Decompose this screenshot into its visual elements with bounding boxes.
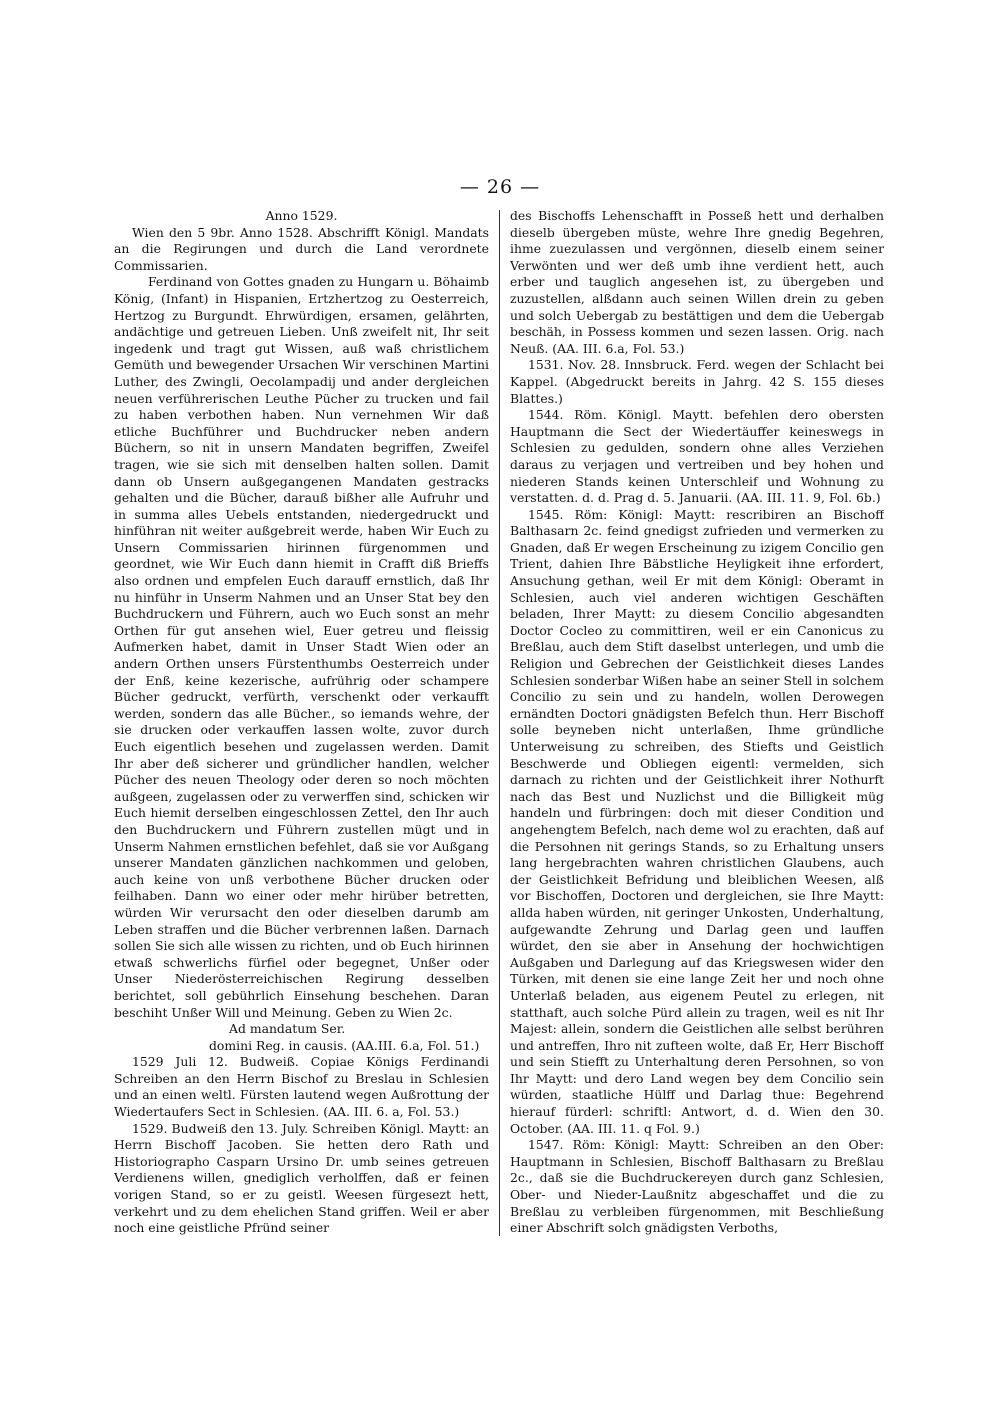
column-divider — [499, 210, 500, 1236]
right-column — [510, 208, 884, 1243]
left-column — [114, 208, 489, 1243]
entry-1529-july-12: 1529 Juli 12. Budweiß. Copiae Königs Ferdinandi Schreiben an den Herrn Bischof zu Breslau in Schlesien und an einen weltl. Fürsten lautend wegen Außrottung der Wiedertaufers Sect in Schlesien. (AA. III. 6. a, Fol. 53.) — [114, 1054, 489, 1120]
entry-1531: 1531. Nov. 28. Innsbruck. Ferd. wegen der Schlacht bei Kappel. (Abgedruckt bereits in Jahrg. 42 S. 155 dieses Blattes.) — [510, 357, 884, 406]
entry-1545: 1545. Röm: Königl: Maytt: rescribiren an Bischoff Balthasarn 2c. feind gnedigst zufrieden und vermerken zu Gnaden, daß Er wegen Erscheinung zu izigem Concilio gen Trient, dahien Ihre Bäbstliche Heyligkeit ihne erfordert, Ansuchung gethan, weil Er mit dem Königl: Oberamt in Schlesien, auch viel anderen wichtigen Geschäften beladen, Ihrer Maytt: zu diesem Concilio abgesandten Doctor Cocleo zu committiren, weil er ein Canonicus zu Breßlau, auch dem Stift daselbst unterlegen, und umb die Religion und Gebrechen der Geistlichkeit dieses Landes Schlesien sonderbar Wißen habe an seiner Stell in solchem Concilio zu sein und zu handeln, wollen Derowegen ernändten Doctori gnädigsten Befelch thun. Herr Bischoff solle beyneben nicht unterlaßen, Ihme gründliche Unterweisung zu schreiben, des Stiefts und Geistlich Beschwerde und Obliegen eigentl: vermelden, sich darnach zu richten und der Geistlichkeit ihrer Nothurft nach das Best und Nuzlichst und die Billigkeit müg handeln und fürbringen: doch mit dieser Condition und angehengtem Befelch, nach deme wol zu erachten, daß auf die Persohnen nit gerings Stands, so zu Erhaltung unsers lang hergebrachten wahren christlichen Glaubens, auch der Geistlichkeit Befridung und bleiblichen Weesen, alß vor Bischoffen, Doctoren und dergleichen, sie Ihre Maytt: allda haben würden, nit geringer Unkosten, Underhaltung, aufgewandte Zehrung und Darlag geen und lauffen würdet, den sie aber in Ansehung der hochwichtigen Außgaben und Darlegung auf das Kriegswesen wider den Türken, mit denen sie eine lange Zeit her und noch ohne Unterlaß beladen, aus eigenem Peutel zu erlegen, nit statthaft, auch solche Pürd allein zu tragen, weil es nit Ihr Majest: allein, sondern die Geistlichen alle selbst berühren und antreffen, Ihro nit zufteen wolte, daß Er, Herr Bischoff und sein Stiefft zu Unterhaltung deren Persohnen, so von Ihr Maytt: und dero Land wegen bey dem Concilio sein würden, staatliche Hülff und Darlag thue: Begehrend hierauf fürderl: schriftl: Antwort, d. d. Wien den 30. October. (AA. III. 11. q Fol. 9.) — [510, 506, 884, 1136]
mandate-signoff: Ad mandatum Ser. — [229, 1021, 346, 1037]
year-heading: Anno 1529. — [265, 208, 338, 223]
entry-vienna-1528: Wien den 5 9br. Anno 1528. Abschrifft Königl. Mandats an die Regirungen und durch die Land verordnete Commissarien. — [114, 224, 489, 273]
entry-1544: 1544. Röm. Königl. Maytt. befehlen dero obersten Hauptmann die Sect der Wiedertäuffer keineswegs in Schlesien zu gedulden, sondern ohne alles Verziehen daraus zu verjagen und vertreiben und bey hohen und niederen Stands keinen Unterschleif und Wohnung zu verstatten. d. d. Prag d. 5. Januarii. (AA. III. 11. 9, Fol. 6b.) — [510, 407, 884, 506]
entry-1547: 1547. Röm: Königl: Maytt: Schreiben an den Ober: Hauptmann in Schlesien, Bischoff Balthasarn zu Breßlau 2c., daß sie die Buchdruckereyen durch ganz Schlesien, Ober- und Nieder-Laußnitz abgeschaffet und die zu Breßlau zu verbleiben fürgenommen, mit Beschließung einer Abschrift solch gnädigsten Verboths, — [510, 1137, 884, 1236]
mandate-reference: domini Reg. in causis. (AA.III. 6.a, Fol. 51.) — [209, 1037, 480, 1053]
page-number: — 26 — — [459, 176, 541, 198]
entry-1529-july-13: 1529. Budweiß den 13. July. Schreiben Königl. Maytt: an Herrn Bischoff Jacoben. Sie hetten dero Rath und Historiographo Casparn Ursino Dr. umb seines getreuen Verdienens willen, gnediglich verholffen, daß er feinen vorigen Stand, so er zu geistl. Weesen fürgesezt hett, verkehrt und zu dem ehelichen Stand griffen. Weil er aber noch eine geistliche Pfründ seiner — [114, 1120, 489, 1236]
mandate-text: Ferdinand von Gottes gnaden zu Hungarn u. Böhaimb König, (Infant) in Hispanien, Ertzhertzog zu Oesterreich, Hertzog zu Burgundt. Ehrwürdigen, ersamen, gelährten, andächtige und getreuen Lieben. Unß zweifelt nit, Ihr seit ingedenk und tragt gut Wissen, auß waß christlichem Gemüth und bewegender Ursachen Wir verschinen Martini Luther, des Zwingli, Oecolampadij und ander dergleichen neuen verführerischen Leuthe Pücher zu trucken und fail zu haben verbothen haben. Nun vernehmen Wir daß etliche Buchführer und Buchdrucker neben andern Büchern, so nit in unsern Mandaten begriffen, Zweifel tragen, wie sie sich mit denselben halten sollen. Damit dann ob Unsern außgegangenen Mandaten gestracks gehalten und die Bücher, darauß bißher alle Aufruhr und in summa alles Uebels entstanden, niedergedruckt und hinführan nit weiter außgebreit werde, haben Wir Euch zu Unsern Commissarien hirinnen fürgenommen und geordnet, wie Wir Euch dann hiemit in Crafft diß Brieffs also ordnen und empfelen Euch darauff ernstlich, daß Ihr nu hinführ in Unserm Nahmen und an Unser Stat bey den Buchdruckern und Führern, auch wo Euch sonst an mehr Orthen für gut ansehen wiel, Euer getreu und fleissig Aufmerken habet, damit in Unser Stadt Wien oder an andern Orthen unsers Fürstenthumbs Oesterreich under der Enß, keine kezerische, aufrührig oder schampere Bücher gedruckt, verfürth, verschenkt oder verkaufft werden, sondern das alle Bücher., so iemands wehre, der sie drucken oder verkauffen lassen wolte, zuvor durch Euch eigentlich besehen und zugelassen werden. Damit Ihr aber deß sicherer und gründlicher handlen, welcher Pücher des neuen Theology oder deren so noch möchten außgeen, zugelassen oder zu verwerffen sind, schicken wir Euch hiemit derselben eingeschlossen Zettel, den Ihr auch den Buchdruckern und Führern zustellen mügt und in Unserm Nahmen ernstlichen befehlet, daß sie vor Außgang unserer Mandaten gänzlichen nachkommen und geloben, auch keine von unß verbothene Bücher drucken oder feilhaben. Dann wo einer oder mehr hirüber betretten, würden Wir verursacht den oder dieselben darumb am Leben straffen und die Bücher verbrennen laßen. Darnach sollen Sie sich alle wissen zu richten, und ob Euch hirinnen etwaß schwerlichs fürfiel oder begegnet, Unßer oder Unser Niederösterreichischen Regirung desselben berichtet, soll gebührlich Einsehung beschehen. Daran beschiht Unßer Will und Meinung. Geben zu Wien 2c. — [114, 274, 489, 1020]
entry-continuation: des Bischoffs Lehenschafft in Posseß hett und derhalben dieselb übergeben müste, wehre Ihre gnedig Begehren, ihme zuezulassen und vergönnen, dieselb einem seiner Verwönten und wer deß umb ihne verdient hett, auch erber und tauglich angesehen ist, zu übergeben und zuzustellen, alßdann auch seinen Willen drein zu geben und solch Uebergab zu bestättigen und dem die Uebergab beschäh, in Possess kommen und sezen lassen. Orig. nach Neuß. (AA. III. 6.a, Fol. 53.) — [510, 208, 884, 356]
